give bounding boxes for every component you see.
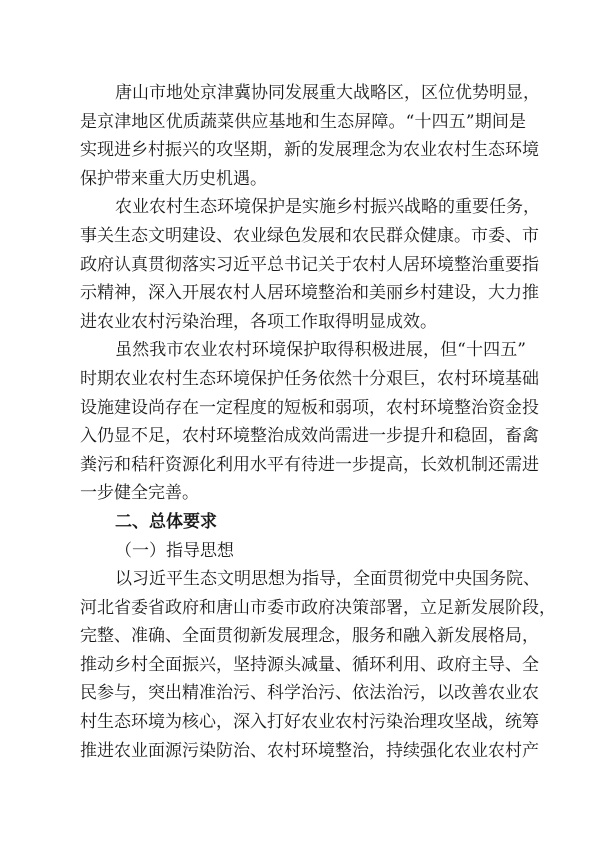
text-line: 唐山市地处京津冀协同发展重大战略区，区位优势明显，: [115, 83, 540, 103]
text-line: 民参与，突出精准治污、科学治污、依法治污，以改善农业农: [80, 683, 539, 704]
text-line: 实现进乡村振兴的攻坚期，新的发展理念为农业农村生态环境: [80, 140, 539, 161]
paragraph: [80, 193, 540, 336]
document-page: [80, 79, 556, 765]
paragraph: [80, 336, 539, 508]
subsection-heading: [80, 537, 526, 566]
text-line: 村生态环境为核心，深入打好农业农村污染治理攻坚战，统筹: [80, 712, 539, 733]
text-line: 示精神，深入开展农村人居环境整治和美丽乡村建设，大力推: [80, 283, 539, 304]
text-line: 时期农业农村生态环境保护任务依然十分艰巨，农村环境基础: [80, 368, 539, 389]
text-line: （一）指导思想: [115, 540, 234, 561]
text-line: 保护带来重大历史机遇。: [80, 168, 267, 189]
text-line: 以习近平生态文明思想为指导，全面贯彻党中央国务院、: [115, 569, 540, 590]
text-line: 推进农业面源污染防治、农村环境整治，持续强化农业农村产: [80, 740, 539, 761]
paragraph: [80, 79, 540, 193]
text-line: 推动乡村全面振兴，坚持源头减量、循环利用、政府主导、全: [80, 654, 539, 675]
text-line: 进农业农村污染治理，各项工作取得明显成效。: [80, 311, 437, 332]
paragraph: [80, 565, 556, 765]
text-line: 入仍显不足，农村环境整治成效尚需进一步提升和稳固，畜禽: [80, 426, 539, 447]
text-line: 是京津地区优质蔬菜供应基地和生态屏障。“十四五”期间是: [80, 111, 526, 132]
text-line: 二、总体要求: [115, 511, 217, 532]
text-line: 河北省委省政府和唐山市委市政府决策部署，立足新发展阶段，: [80, 597, 556, 618]
section-heading: [80, 508, 526, 537]
text-line: 完整、准确、全面贯彻新发展理念，服务和融入新发展格局，: [80, 626, 539, 647]
text-line: 事关生态文明建设、农业绿色发展和农民群众健康。市委、市: [80, 225, 539, 246]
text-line: 虽然我市农业农村环境保护取得积极进展，但“十四五”: [115, 340, 526, 361]
text-line: 农业农村生态环境保护是实施乡村振兴战略的重要任务，: [115, 197, 540, 218]
text-line: 粪污和秸秆资源化利用水平有待进一步提高，长效机制还需进: [80, 454, 539, 475]
text-line: 政府认真贯彻落实习近平总书记关于农村人居环境整治重要指: [80, 254, 539, 275]
text-line: 设施建设尚存在一定程度的短板和弱项，农村环境整治资金投: [80, 397, 539, 418]
text-line: 一步健全完善。: [80, 483, 199, 504]
